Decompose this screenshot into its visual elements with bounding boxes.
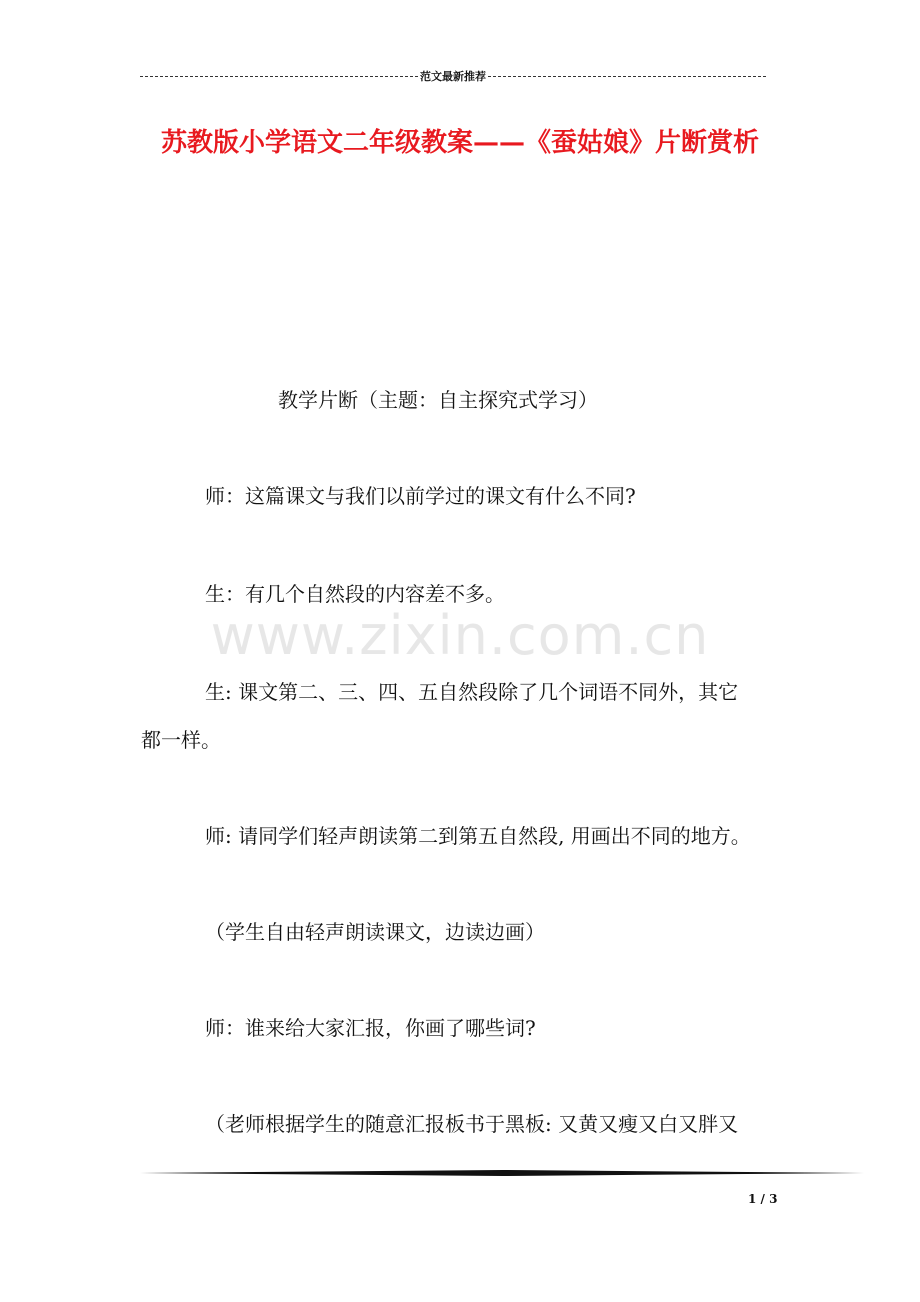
paragraph-5: （学生自由轻声朗读课文，边读边画） bbox=[205, 920, 545, 944]
section-heading: 教学片断（主题：自主探究式学习） bbox=[278, 388, 598, 412]
paragraph-2: 生：有几个自然段的内容差不多。 bbox=[205, 582, 505, 606]
document-title: 苏教版小学语文二年级教案——《蚕姑娘》片断赏析 bbox=[160, 128, 759, 158]
header-dash-right bbox=[488, 76, 766, 77]
header-rule bbox=[140, 66, 766, 86]
paragraph-7: （老师根据学生的随意汇报板书于黑板: 又黄又瘦又白又胖又 bbox=[205, 1112, 739, 1136]
paragraph-6: 师：谁来给大家汇报，你画了哪些词? bbox=[205, 1016, 536, 1040]
page-number: 1 / 3 bbox=[748, 1192, 778, 1206]
header-dash-left bbox=[140, 76, 418, 77]
paragraph-3-line-2: 都一样。 bbox=[141, 728, 221, 752]
header-label: 范文最新推荐 bbox=[420, 70, 486, 83]
footer-rule bbox=[140, 1170, 864, 1176]
paragraph-3-line-1: 生: 课文第二、三、四、五自然段除了几个词语不同外，其它 bbox=[205, 680, 739, 704]
paragraph-1: 师：这篇课文与我们以前学过的课文有什么不同? bbox=[205, 484, 636, 508]
paragraph-4: 师: 请同学们轻声朗读第二到第五自然段, 用画出不同的地方。 bbox=[205, 824, 751, 848]
watermark: www.zixin.com.cn bbox=[210, 604, 710, 667]
